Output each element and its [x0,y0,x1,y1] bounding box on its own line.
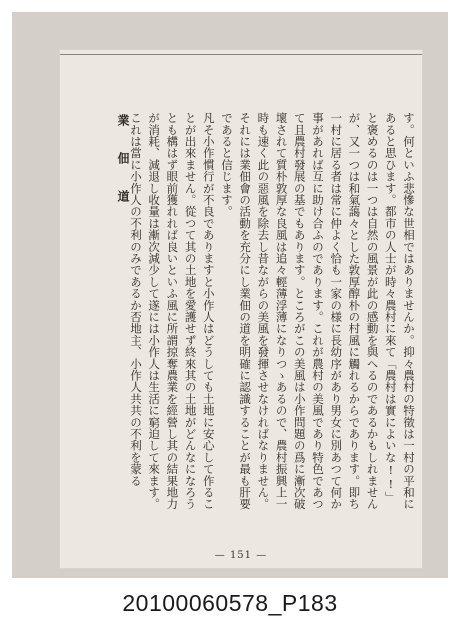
book-page [60,50,422,568]
scanned-page-background [12,12,448,578]
paragraph-2: 凡そ小作慣行が不良でありますと小作人はどうしても土地に安心して作ることが出來ません。從つて其の土地を愛護せず終來其の土地がどんなになろうとも構はず眼前獲れれば良いといふ風に所謂掠奪農業を經營し其の結果地力が消耗、減退し收量は漸次減少して遂には小作人は生活に窮迫して來ます。これは當に小作人の不利のみであるか否地主、小作人共共の不利を蒙る [128,112,216,510]
paragraph-1: す。何といふ悲慘な世相ではありませんか。抑々農村の特徵は一村の平和にあると思ひます。都市の人士が時々農村に來て「農村は實によいな!!」と褒めるのは一つは自然の風景が此の感動を與へるのであるかもしれませんが、又一つは和氣藹々とした敦厚醇朴の村風に觸れるからであります。即ち一村に居る者は常に仲よく恰も一家の様に長幼序があり男女に別あつて何か事があれば互に助け合ふのであります。これが農村の美風であり特色であつて且農村發展の基でもあります。ところがこの美風は小作問題の爲に漸次破壞されて質朴敦厚な良風は追々輕薄浮薄になりつゝあるので、農村振興上一時も速く此の惡風を除去し昔ながらの美風を發揮させなければなりません。それには業佃會の活動を充分にし業佃の道を明確に認識することが最も肝要であると信じます。 [219,112,416,510]
page-number: — 151 — [214,550,268,561]
body-text [78,112,418,512]
image-caption: 20100060578_P183 [122,590,338,616]
header-rule [60,54,422,55]
running-head: 業 佃 道 [116,114,130,208]
